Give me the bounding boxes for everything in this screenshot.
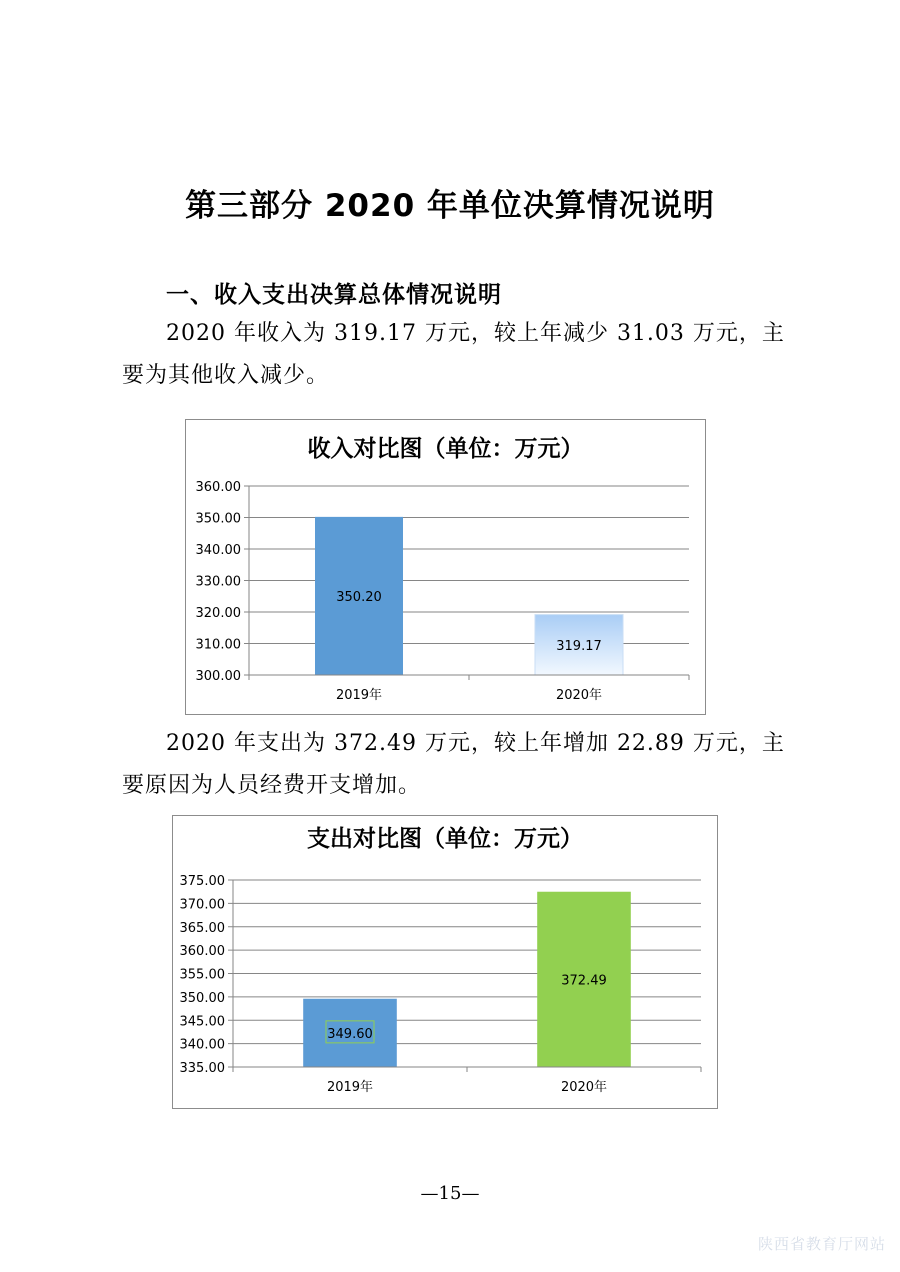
chart-title: 支出对比图（单位：万元）: [307, 826, 583, 852]
y-tick-label: 335.00: [179, 1061, 225, 1076]
y-tick-label: 350.00: [179, 990, 225, 1006]
y-tick-label: 350.00: [195, 511, 241, 527]
y-tick-label: 370.00: [179, 897, 225, 913]
expense-comparison-chart: [172, 815, 718, 1109]
y-tick-label: 360.00: [195, 480, 241, 495]
y-tick-label: 345.00: [179, 1014, 225, 1030]
x-tick-label: 2020年: [560, 1080, 608, 1095]
y-tick-label: 355.00: [179, 967, 225, 983]
x-tick-label: 2019年: [335, 688, 383, 703]
section-heading: 一、收入支出决算总体情况说明: [166, 282, 502, 308]
expense-chart-svg: [173, 816, 717, 1108]
page-title: 第三部分 2020 年单位决算情况说明: [185, 188, 715, 224]
y-tick-label: 375.00: [179, 874, 225, 889]
expense-paragraph: 2020 年支出为 372.49 万元，较上年增加 22.89 万元，主要原因为人员经费开支增加。: [122, 731, 785, 798]
y-tick-label: 340.00: [179, 1037, 225, 1053]
y-tick-label: 320.00: [195, 606, 241, 621]
data-label: 349.60: [327, 1026, 373, 1042]
y-tick-label: 330.00: [195, 574, 241, 590]
income-comparison-chart: [185, 419, 706, 715]
y-tick-label: 365.00: [179, 920, 225, 936]
y-tick-label: 340.00: [195, 543, 241, 558]
income-chart-svg: [186, 420, 705, 714]
y-tick-label: 360.00: [179, 944, 225, 960]
y-tick-label: 310.00: [195, 637, 241, 653]
data-label: 319.17: [556, 638, 602, 654]
income-paragraph: 2020 年收入为 319.17 万元，较上年减少 31.03 万元，主要为其他收入减少。: [122, 321, 785, 388]
x-tick-label: 2020年: [555, 688, 603, 703]
y-tick-label: 300.00: [195, 669, 241, 684]
site-watermark: 陕西省教育厅网站: [757, 1235, 886, 1253]
page-number: —15—: [420, 1183, 480, 1204]
x-tick-label: 2019年: [326, 1080, 374, 1095]
data-label: 372.49: [561, 973, 607, 989]
data-label: 350.20: [336, 589, 382, 605]
chart-title: 收入对比图（单位：万元）: [307, 436, 584, 462]
